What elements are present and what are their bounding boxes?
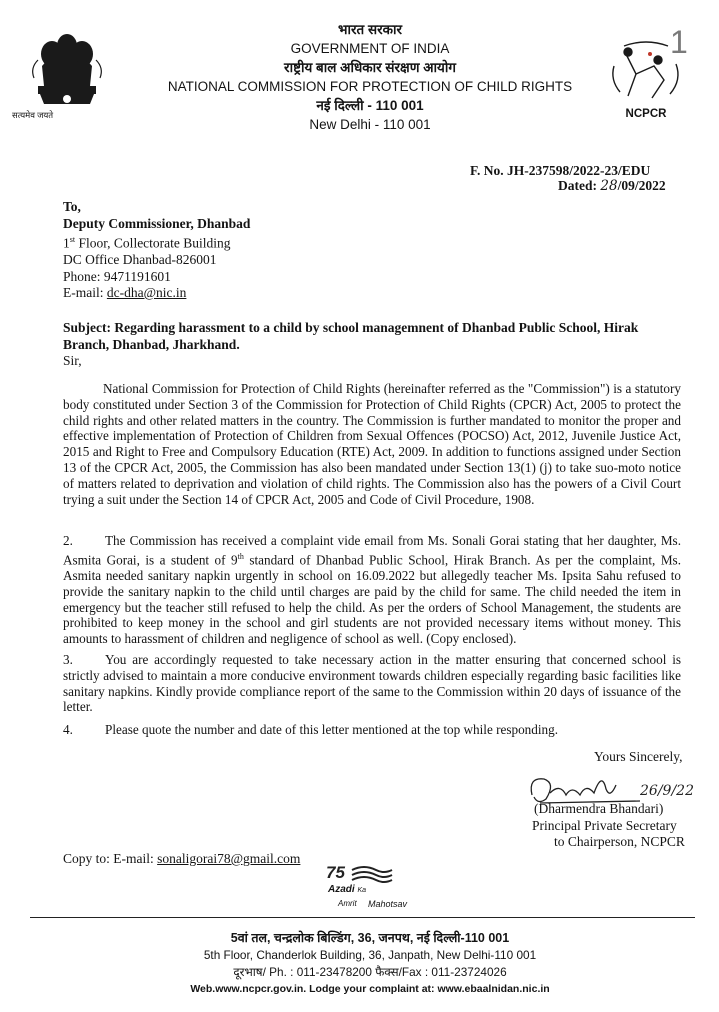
paragraph-2-text-b: standard of Dhanbad Public School, Hirak Branch. As per the complaint, Ms. Asmita needed sanitary napkin urgently in school on 16.09.2022 but allegedly teacher Ms. Ipsita Sahu refused to provide the sanitary napkin to the child until charges are paid by the child for same. The child needed the item in emergency but the teacher still refused to help the child. As per the orders of School Management, the students are prohibited to keep money in the school and girl students are not provided necessary items without money. This amounts to harassment of children and negligence of school as well. (Copy enclosed). (63, 552, 681, 647)
paragraph-2 (63, 533, 681, 647)
address-floor-number: 1 (63, 235, 70, 251)
paragraph-2-text-a: The Commission has received a complaint vide email from Ms. Sonali Gorai stating that her daughter, Ms. Asmita Gorai, is a student of 9 (63, 533, 681, 568)
recipient-email-link[interactable]: dc-dha@nic.in (106, 285, 187, 300)
azadi-number: 75 (326, 863, 345, 882)
azadi-label (328, 884, 366, 895)
file-number: F. No. JH-237598/2022-23/EDU (470, 163, 651, 178)
email-label: E-mail: (63, 285, 107, 300)
azadi-mahotsav: Mahotsav (368, 899, 408, 909)
subject-line: Subject: Regarding harassment to a child by school managemnent of Dhanbad Public School, Hirak Branch, Dhanbad, Jharkhand. (63, 320, 639, 352)
commission-title: NATIONAL COMMISSION FOR PROTECTION OF CHILD RIGHTS (167, 79, 573, 94)
recipient-email-line (63, 285, 250, 302)
footer-address: 5th Floor, Chanderlok Building, 36, Janpath, New Delhi-110 001 (203, 948, 537, 962)
signatory-title-2: to Chairperson, NCPCR (554, 834, 685, 849)
hindi-city: नई दिल्ली - 110 001 (316, 98, 424, 113)
ncpcr-label: NCPCR (625, 108, 667, 120)
azadi-word: Azadi (328, 884, 355, 895)
address-line-1 (63, 232, 250, 252)
emblem-motto: सत्यमेव जयते (12, 110, 54, 120)
to-label: To, (63, 199, 81, 214)
paragraph-4-text: Please quote the number and date of this letter mentioned at the top while responding. (105, 722, 559, 737)
paragraph-2-number: 2. (63, 533, 73, 548)
signatory-name: (Dharmendra Bhandari) (534, 801, 664, 816)
date-rest: /09/2022 (617, 178, 666, 193)
signatory-title: Principal Private Secretary (532, 818, 677, 833)
date-day-handwritten: 28 (600, 178, 618, 194)
recipient-phone: Phone: 9471191601 (63, 268, 171, 284)
footer (150, 930, 590, 998)
azadi-amrit: Amrit (338, 899, 357, 908)
government-title: GOVERNMENT OF INDIA (290, 41, 450, 56)
date-label: Dated: (558, 178, 597, 193)
paragraph-4 (63, 722, 681, 738)
footer-hindi-address: 5वां तल, चन्द्रलोक बिल्डिंग, 36, जनपथ, नई दिल्ली-110 001 (230, 931, 510, 945)
copy-to-email-link[interactable]: sonaligorai78@gmail.com (157, 851, 301, 866)
hindi-government-title: भारत सरकार (338, 22, 402, 37)
azadi-ka: Ka (357, 887, 367, 894)
address-floor-sup: st (69, 235, 76, 244)
paragraph-1: National Commission for Protection of Child Rights (hereinafter referred as the "Commission") is a statutory body constituted under Section 3 of the Commission for Protection of Child Rights (CPCR) Act, 2005 to protect the child rights and other related matters in the country. The Commission is further mandated to monitor the proper and effective implementation of Protection of Children from Sexual Offences (POCSO) Act, 2012, Juvenile Justice Act, 2015 and Right to Free and Compulsory Education (RTE) Act, 2009. In addition to functions assigned under Section 13 of the CPCR Act, 2005, the Commission has also been mandated under Section 13(1) (j) to take suo-moto notice of matters related to deprivation and violation of child rights. The Commission also has the powers of a Civil Court trying a suit under the Section 14 of CPCR Act, 2005 and Code of Civil Procedure, 1908. (63, 381, 681, 507)
paragraph-3 (63, 652, 681, 715)
paragraph-3-number: 3. (63, 652, 73, 667)
closing: Yours Sincerely, (594, 749, 683, 764)
paragraph-3-text: You are accordingly requested to take necessary action in the matter ensuring that concerned school is strictly advised to maintain a more conducive environment towards children especially regarding basic facilities like sanitary napkins. Kindly provide compliance report of the same to the Commission within 20 days of issuance of the letter. (63, 652, 681, 715)
address-line-2: DC Office Dhanbad-826001 (63, 252, 217, 267)
page-number: 1 (670, 24, 688, 60)
paragraph-4-number: 4. (63, 722, 73, 737)
footer-web: Web.www.ncpcr.gov.in. Lodge your complaint at: www.ebaalnidan.nic.in (190, 983, 550, 995)
ncpcr-logo-icon (606, 36, 686, 106)
address-floor-rest: Floor, Collectorate Building (75, 235, 231, 251)
footer-phone: दूरभाष/ Ph. : 011-23478200 फैक्स/Fax : 011-23724026 (233, 965, 507, 979)
city: New Delhi - 110 001 (309, 117, 431, 132)
hindi-commission-title: राष्ट्रीय बाल अधिकार संरक्षण आयोग (284, 60, 456, 75)
recipient-name: Deputy Commissioner, Dhanbad (63, 215, 251, 231)
letterhead (150, 20, 590, 134)
copy-to-label: Copy to: E-mail: (63, 851, 158, 866)
copy-to-line (63, 851, 300, 867)
paragraph-2-sup: th (237, 551, 244, 561)
date-line (558, 178, 666, 194)
signature-date: 26/9/22 (640, 783, 694, 799)
recipient-address (63, 199, 250, 302)
salutation: Sir, (63, 353, 82, 368)
footer-divider (30, 917, 695, 918)
